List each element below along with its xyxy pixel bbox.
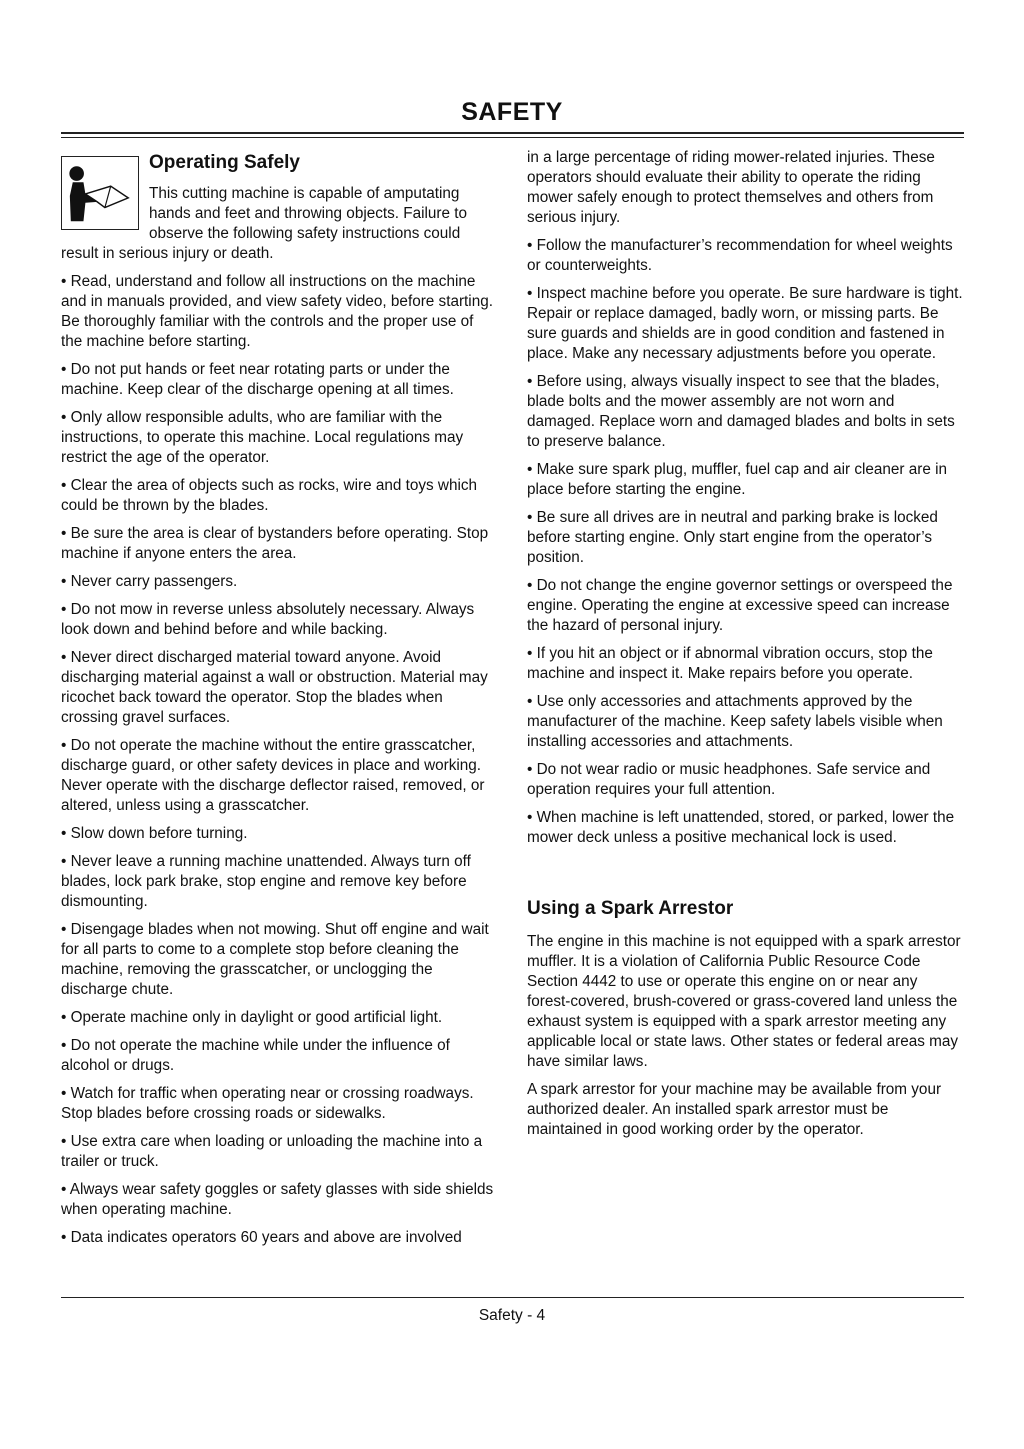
spark-paragraph: A spark arrestor for your machine may be available from your authorized dealer. An installed spark arrestor must be maintained in good working order by the operator. [527,1081,942,1138]
safety-bullet: • Watch for traffic when operating near or crossing roadways. Stop blades before crossing roads or sidewalks. [61,1085,474,1122]
safety-bullet: • If you hit an object or if abnormal vibration occurs, stop the machine and inspect it. Make repairs before you operate. [527,645,933,682]
header-rule-thin [61,137,964,138]
safety-bullet: • Do not change the engine governor settings or overspeed the engine. Operating the engine at excessive speed can increase the hazard of personal injury. [527,577,953,634]
safety-bullet: • Never direct discharged material toward anyone. Avoid discharging material against a wall or obstruction. Material may ricochet back toward the operator. Stop the blades when crossing gravel surfaces. [61,649,488,726]
safety-bullet: • Slow down before turning. [61,825,248,842]
spark-arrestor-heading: Using a Spark Arrestor [527,898,734,919]
right-column [527,148,964,1148]
left-column [61,148,496,1256]
safety-bullet: • Only allow responsible adults, who are familiar with the instructions, to operate this machine. Local regulations may restrict the age of the operator. [61,409,464,466]
safety-bullet: • Be sure all drives are in neutral and parking brake is locked before starting engine. Only start engine from the operator’s position. [527,509,938,566]
safety-bullet: • Be sure the area is clear of bystanders before operating. Stop machine if anyone enters the area. [61,525,489,562]
safety-bullet: • Never leave a running machine unattended. Always turn off blades, lock park brake, stop engine and remove key before dismounting. [61,853,471,910]
footer-rule [61,1297,964,1298]
right-bullet-list [527,236,964,848]
safety-bullet: • Always wear safety goggles or safety glasses with side shields when operating machine. [61,1181,494,1218]
safety-bullet: • Use only accessories and attachments approved by the manufacturer of the machine. Keep safety labels visible when installing accessories and attachments. [527,693,943,750]
safety-bullet: • Clear the area of objects such as rocks, wire and toys which could be thrown by the blades. [61,477,478,514]
safety-bullet: • Data indicates operators 60 years and above are involved [61,1229,462,1246]
safety-bullet: • Read, understand and follow all instructions on the machine and in manuals provided, and view safety video, before starting. Be thoroughly familiar with the controls and the proper use of the machine before starting. [61,273,493,350]
safety-bullet: • Before using, always visually inspect to see that the blades, blade bolts and the mower assembly are not worn and damaged. Replace worn and damaged blades and bolts in sets to preserve balance. [527,373,955,450]
left-bullet-list [61,272,496,1248]
operating-safely-heading: Operating Safely [149,152,300,173]
page-title: SAFETY [461,98,563,126]
operating-intro: This cutting machine is capable of amputating hands and feet and throwing objects. Failure to observe the following safety instructions could result in serious injury or death. [61,185,468,262]
safety-bullet: • Follow the manufacturer’s recommendation for wheel weights or counterweights. [527,237,953,274]
continued-bullet-text: in a large percentage of riding mower-related injuries. These operators should evaluate their ability to operate the riding mower safely enough to protect themselves and others from serious injury. [527,149,935,226]
safety-bullet: • Do not mow in reverse unless absolutely necessary. Always look down and behind before and while backing. [61,601,475,638]
spark-arrestor-text [527,932,964,1140]
page-footer: Safety - 4 [478,1307,546,1324]
operator-reading-manual-icon [61,156,139,230]
safety-bullet: • Do not put hands or feet near rotating parts or under the machine. Keep clear of the discharge opening at all times. [61,361,454,398]
safety-bullet: • Do not operate the machine without the entire grasscatcher, discharge guard, or other safety devices in place and working. Never operate with the discharge deflector raised, removed, or altered, unless using a grasscatcher. [61,737,485,814]
safety-bullet: • Use extra care when loading or unloading the machine into a trailer or truck. [61,1133,483,1170]
header-rule [61,132,964,134]
safety-bullet: • When machine is left unattended, stored, or parked, lower the mower deck unless a positive mechanical lock is used. [527,809,955,846]
safety-bullet: • Do not wear radio or music headphones. Safe service and operation requires your full attention. [527,761,931,798]
spark-paragraph: The engine in this machine is not equipped with a spark arrestor muffler. It is a violation of California Public Resource Code Section 4442 to use or operate this engine on or near any forest-covered, brush-covered or grass-covered land unless the exhaust system is equipped with a spark arrestor meeting any applicable local or state laws. Other states or federal areas may have similar laws. [527,933,961,1070]
safety-bullet: • Never carry passengers. [61,573,238,590]
safety-bullet: • Make sure spark plug, muffler, fuel cap and air cleaner are in place before starting the engine. [527,461,948,498]
safety-bullet: • Operate machine only in daylight or good artificial light. [61,1009,443,1026]
safety-bullet: • Inspect machine before you operate. Be sure hardware is tight. Repair or replace damaged, badly worn, or missing parts. Be sure guards and shields are in good condition and fastened in place. Make any necessary adjustments before you operate. [527,285,963,362]
safety-bullet: • Do not operate the machine while under the influence of alcohol or drugs. [61,1037,450,1074]
safety-bullet: • Disengage blades when not mowing. Shut off engine and wait for all parts to come to a complete stop before cleaning the machine, removing the grasscatcher, or unclogging the discharge chute. [61,921,489,998]
